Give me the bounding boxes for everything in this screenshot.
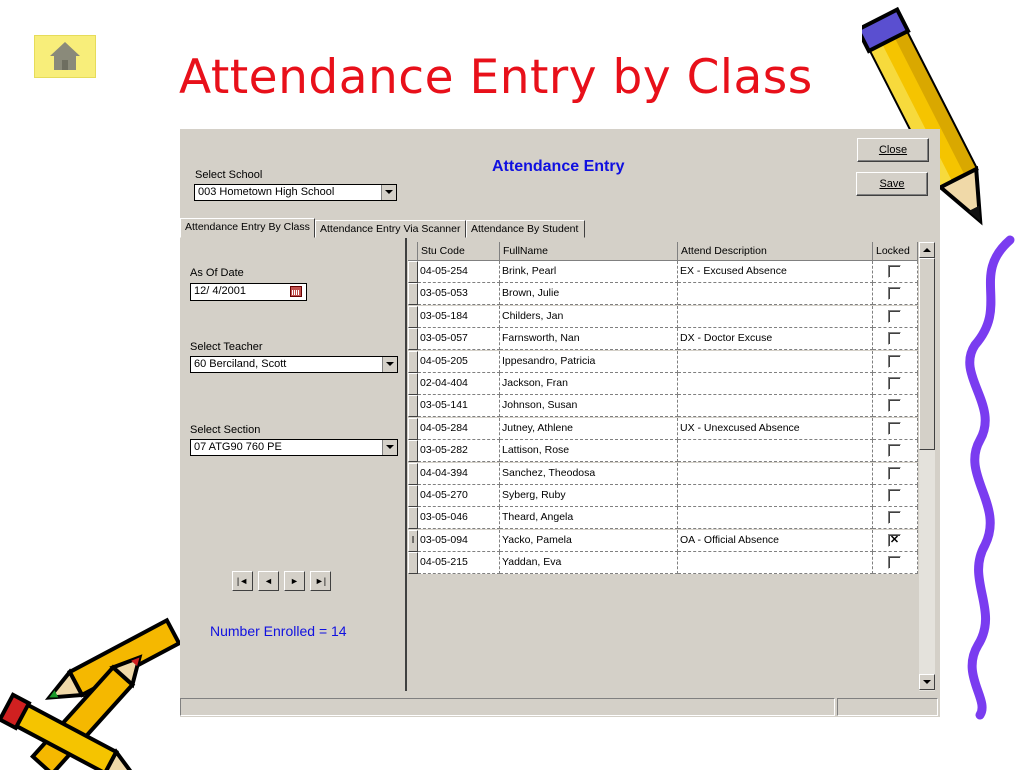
status-pane-main — [180, 698, 835, 716]
school-label: Select School — [195, 169, 263, 181]
cell-desc[interactable]: EX - Excused Absence — [678, 261, 873, 283]
status-bar — [180, 696, 940, 717]
cell-code[interactable]: 03-05-046 — [418, 507, 500, 529]
locked-checkbox[interactable] — [888, 265, 901, 278]
cell-name[interactable]: Yacko, Pamela — [500, 530, 678, 552]
scroll-up-icon[interactable] — [919, 242, 935, 258]
cell-code[interactable]: 04-05-284 — [418, 418, 500, 440]
locked-checkbox[interactable]: ✕ — [889, 533, 900, 546]
home-button[interactable] — [34, 35, 96, 78]
enrolled-count: Number Enrolled = 14 — [210, 623, 347, 639]
cell-locked — [873, 418, 918, 440]
cell-name[interactable]: Childers, Jan — [500, 306, 678, 328]
cell-desc[interactable] — [678, 306, 873, 328]
teacher-label: Select Teacher — [190, 341, 263, 353]
table-row[interactable] — [408, 283, 918, 305]
cell-locked — [873, 552, 918, 574]
row-selector[interactable] — [408, 351, 418, 373]
cell-desc[interactable] — [678, 351, 873, 373]
section-select-value: 07 ATG90 760 PE — [194, 441, 282, 453]
cell-code[interactable]: 04-04-394 — [418, 463, 500, 485]
chevron-down-icon[interactable] — [382, 440, 397, 455]
school-select-value: 003 Hometown High School — [198, 186, 335, 198]
table-row[interactable] — [408, 440, 918, 462]
save-label: Save — [879, 178, 905, 190]
slide-title: Attendance Entry by Class — [179, 50, 813, 105]
table-row[interactable] — [408, 552, 918, 574]
cell-code[interactable]: 03-05-282 — [418, 440, 500, 462]
cell-locked — [873, 507, 918, 529]
locked-checkbox[interactable] — [888, 355, 901, 368]
grid-scrollbar[interactable] — [919, 242, 935, 691]
table-row[interactable] — [408, 395, 918, 417]
locked-checkbox[interactable] — [888, 287, 901, 300]
cell-desc[interactable] — [678, 485, 873, 507]
cell-desc[interactable]: OA - Official Absence — [678, 530, 873, 552]
prev-record-button[interactable]: ◄ — [258, 571, 279, 591]
cell-code[interactable]: 04-05-270 — [418, 485, 500, 507]
scroll-down-icon[interactable] — [919, 674, 935, 690]
locked-checkbox[interactable] — [888, 556, 901, 569]
table-row[interactable] — [408, 373, 918, 395]
teacher-select[interactable] — [190, 356, 398, 373]
row-selector[interactable] — [408, 395, 418, 417]
locked-checkbox[interactable] — [888, 399, 901, 412]
next-record-button[interactable]: ► — [284, 571, 305, 591]
table-row[interactable] — [408, 507, 918, 529]
cell-locked — [873, 485, 918, 507]
cell-locked — [873, 261, 918, 283]
tab-entry-via-scanner[interactable]: Attendance Entry Via Scanner — [315, 220, 466, 238]
cell-name[interactable]: Lattison, Rose — [500, 440, 678, 462]
cell-code[interactable]: 04-05-215 — [418, 552, 500, 574]
cell-name[interactable]: Ippesandro, Patricia — [500, 351, 678, 373]
attendance-app-window — [180, 129, 940, 717]
calendar-icon[interactable] — [290, 286, 302, 297]
cell-desc[interactable]: DX - Doctor Excuse — [678, 328, 873, 350]
cell-code[interactable]: 03-05-184 — [418, 306, 500, 328]
squiggle-line — [950, 235, 1024, 720]
home-icon — [48, 40, 82, 72]
cell-name[interactable]: Theard, Angela — [500, 507, 678, 529]
cell-desc[interactable] — [678, 373, 873, 395]
cell-name[interactable]: Sanchez, Theodosa — [500, 463, 678, 485]
attendance-grid — [408, 242, 940, 691]
last-record-button[interactable]: ►| — [310, 571, 331, 591]
tab-by-student[interactable]: Attendance By Student — [466, 220, 585, 238]
cell-desc[interactable] — [678, 507, 873, 529]
as-of-date-field[interactable] — [190, 283, 307, 301]
column-header-stu-code[interactable]: Stu Code — [418, 242, 500, 261]
cell-name[interactable]: Johnson, Susan — [500, 395, 678, 417]
table-row[interactable] — [408, 306, 918, 328]
school-select[interactable] — [194, 184, 397, 201]
status-pane-secondary — [837, 698, 938, 716]
table-row[interactable] — [408, 463, 918, 485]
section-label: Select Section — [190, 424, 261, 436]
cell-desc[interactable] — [678, 552, 873, 574]
row-selector[interactable] — [408, 283, 418, 305]
save-button[interactable] — [856, 172, 928, 196]
tab-entry-by-class[interactable]: Attendance Entry By Class — [180, 218, 315, 238]
row-selector[interactable] — [408, 306, 418, 328]
table-row[interactable] — [408, 261, 918, 283]
close-button[interactable] — [857, 138, 929, 162]
row-selector[interactable] — [408, 552, 418, 574]
close-label: Close — [878, 144, 908, 156]
table-row[interactable] — [408, 328, 918, 350]
section-select[interactable] — [190, 439, 398, 456]
locked-checkbox[interactable] — [888, 332, 901, 345]
cell-name[interactable]: Farnsworth, Nan — [500, 328, 678, 350]
locked-checkbox[interactable] — [888, 422, 901, 435]
locked-checkbox[interactable] — [888, 377, 901, 390]
cell-name[interactable]: Brown, Julie — [500, 283, 678, 305]
locked-checkbox[interactable] — [888, 511, 901, 524]
cell-name[interactable]: Brink, Pearl — [500, 261, 678, 283]
crayon-icon — [0, 615, 185, 770]
chevron-down-icon[interactable] — [381, 185, 396, 200]
cell-locked — [873, 530, 918, 552]
cell-code[interactable]: 03-05-053 — [418, 283, 500, 305]
scroll-thumb[interactable] — [919, 258, 935, 450]
cell-code[interactable]: 04-05-205 — [418, 351, 500, 373]
table-row[interactable] — [408, 485, 918, 507]
locked-checkbox[interactable] — [888, 444, 901, 457]
first-record-button[interactable]: |◄ — [232, 571, 253, 591]
row-selector[interactable] — [408, 440, 418, 462]
cell-code[interactable]: 03-05-141 — [418, 395, 500, 417]
cell-locked — [873, 440, 918, 462]
cell-name[interactable]: Yaddan, Eva — [500, 552, 678, 574]
cell-locked — [873, 351, 918, 373]
cell-desc[interactable] — [678, 283, 873, 305]
locked-checkbox[interactable] — [888, 310, 901, 323]
locked-checkbox[interactable] — [888, 467, 901, 480]
cell-code[interactable]: 03-05-057 — [418, 328, 500, 350]
cell-locked — [873, 373, 918, 395]
table-row[interactable] — [408, 530, 918, 552]
row-selector[interactable] — [408, 485, 418, 507]
cell-locked — [873, 395, 918, 417]
cell-desc[interactable] — [678, 463, 873, 485]
cell-name[interactable]: Jutney, Athlene — [500, 418, 678, 440]
cell-code[interactable]: 03-05-094 — [418, 530, 500, 552]
cell-locked — [873, 328, 918, 350]
as-of-date-value: 12/ 4/2001 — [194, 285, 246, 297]
cell-locked — [873, 463, 918, 485]
row-selector[interactable] — [408, 261, 418, 283]
cell-locked — [873, 283, 918, 305]
row-selector[interactable] — [408, 373, 418, 395]
row-indicator-header — [408, 242, 418, 261]
cell-name[interactable]: Jackson, Fran — [500, 373, 678, 395]
window-title: Attendance Entry — [492, 158, 625, 175]
teacher-select-value: 60 Berciland, Scott — [194, 358, 287, 370]
cell-code[interactable]: 04-05-254 — [418, 261, 500, 283]
cell-desc[interactable] — [678, 395, 873, 417]
column-header-attend-description[interactable]: Attend Description — [678, 242, 873, 261]
column-header-locked[interactable]: Locked — [873, 242, 918, 261]
chevron-down-icon[interactable] — [382, 357, 397, 372]
row-selector[interactable] — [408, 418, 418, 440]
table-row[interactable] — [408, 418, 918, 440]
table-row[interactable] — [408, 351, 918, 373]
as-of-date-label: As Of Date — [190, 267, 244, 279]
cell-desc[interactable] — [678, 440, 873, 462]
cell-name[interactable]: Syberg, Ruby — [500, 485, 678, 507]
row-selector[interactable] — [408, 328, 418, 350]
column-header-fullname[interactable]: FullName — [500, 242, 678, 261]
cell-desc[interactable]: UX - Unexcused Absence — [678, 418, 873, 440]
cell-locked — [873, 306, 918, 328]
locked-checkbox[interactable] — [888, 489, 901, 502]
row-selector[interactable] — [408, 463, 418, 485]
row-selector[interactable] — [408, 507, 418, 529]
row-selector[interactable]: I — [408, 530, 418, 552]
cell-code[interactable]: 02-04-404 — [418, 373, 500, 395]
